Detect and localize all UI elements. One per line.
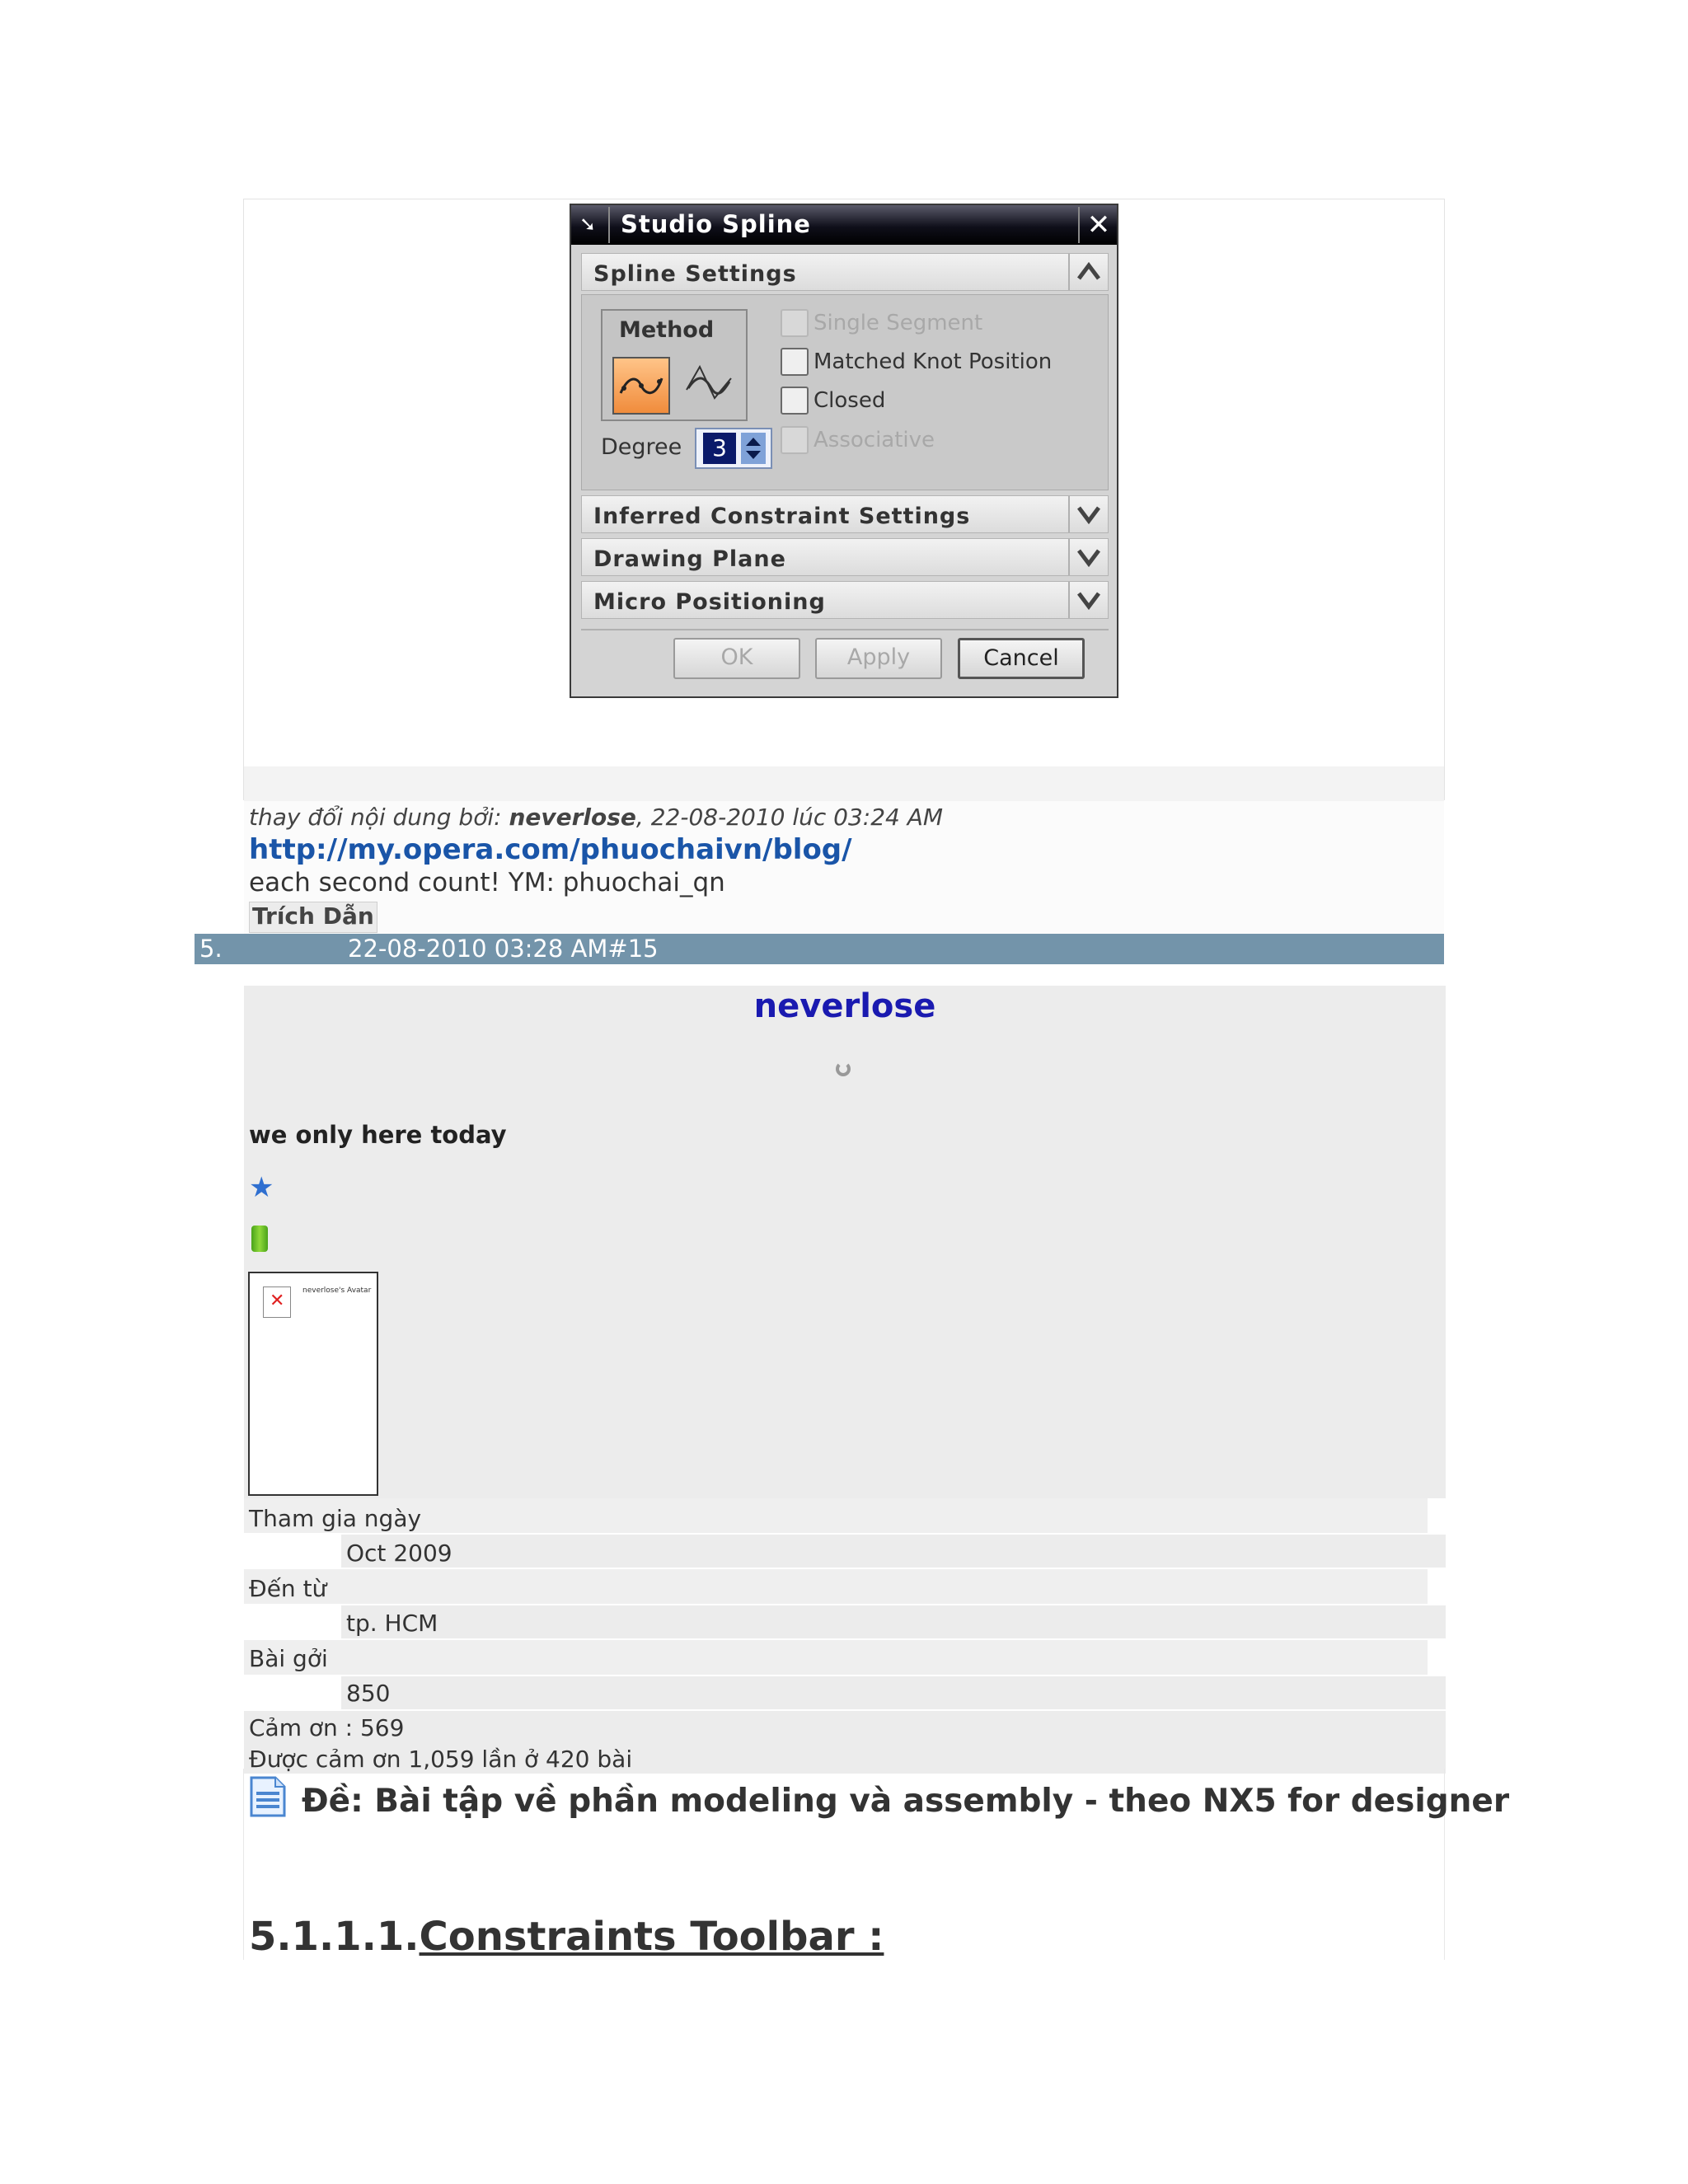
degree-spinner[interactable] [695,428,772,469]
avatar [248,1272,378,1496]
chevron-down-icon[interactable] [1068,582,1108,618]
section-label: Drawing Plane [593,546,786,572]
online-status-icon [836,1062,851,1076]
cancel-button[interactable]: Cancel [958,638,1085,679]
broken-image-icon: ✕ [263,1286,291,1318]
single-segment-checkbox[interactable] [781,309,809,337]
reputation-icon [251,1226,268,1252]
chevron-down-icon[interactable] [1068,496,1108,532]
edited-by: neverlose [509,804,636,831]
heading-number: 5.1.1.1. [249,1914,420,1960]
section-drawing-plane[interactable] [581,538,1109,576]
document-icon [249,1775,287,1818]
degree-value[interactable]: 3 [703,433,736,464]
location-value: tp. HCM [346,1610,438,1637]
spinner-arrows-icon[interactable] [741,433,766,464]
joined-label: Tham gia ngày [249,1505,422,1532]
thread-title: Đề: Bài tập về phần modeling và assembly - theo NX5 for designer [302,1783,1510,1820]
thanks-count: Cảm ơn : 569 [249,1714,405,1741]
through-points-icon[interactable] [612,357,670,415]
section-label: Spline Settings [593,261,797,287]
thanked-count: Được cảm ơn 1,059 lần ở 420 bài [249,1746,633,1773]
dialog-title: Studio Spline [621,210,811,238]
titlebar-divider [1078,207,1080,243]
section-heading [249,1914,884,1960]
quote-button[interactable]: Trích Dẫn [249,902,377,933]
pin-icon[interactable]: ➘ [579,213,597,236]
titlebar-divider [608,207,610,243]
degree-label: Degree [601,434,682,460]
closed-label: Closed [814,388,886,413]
section-label: Inferred Constraint Settings [593,504,971,529]
chevron-up-icon[interactable] [1068,254,1108,290]
posts-value: 850 [346,1680,391,1707]
user-title: we only here today [249,1121,507,1149]
post-number: 5. [199,935,223,963]
info-row [341,1676,1446,1709]
studio-spline-dialog [570,204,1118,698]
signature-text: each second count! YM: phuochai_qn [249,868,725,898]
close-icon[interactable]: ✕ [1086,209,1111,241]
dialog-titlebar [571,205,1117,245]
edited-note [249,804,943,831]
post-content-strip [244,766,1444,801]
section-label: Micro Positioning [593,589,826,615]
location-label: Đến từ [249,1575,327,1602]
section-inferred-constraints[interactable] [581,495,1109,533]
avatar-alt-text: neverlose's Avatar [302,1286,372,1295]
matched-knot-label: Matched Knot Position [814,349,1053,374]
signature-link[interactable]: http://my.opera.com/phuochaivn/blog/ [249,833,852,866]
edited-prefix: thay đổi nội dung bởi: [249,804,509,831]
closed-checkbox[interactable] [781,387,809,415]
joined-value: Oct 2009 [346,1540,452,1567]
associative-label: Associative [814,428,935,452]
ok-button[interactable]: OK [673,638,800,679]
section-spline-settings[interactable] [581,253,1109,291]
username[interactable]: neverlose [753,987,936,1025]
info-row [244,1498,1428,1533]
info-row [244,1640,1428,1675]
single-segment-label: Single Segment [814,311,983,335]
method-label: Method [619,317,715,343]
info-row [341,1605,1446,1638]
button-divider [581,629,1109,630]
section-micro-positioning[interactable] [581,581,1109,619]
heading-text: Constraints Toolbar : [419,1914,884,1960]
post-datetime: 22-08-2010 03:28 AM#15 [348,935,659,963]
apply-button[interactable]: Apply [815,638,942,679]
info-row [341,1535,1446,1568]
post-header-bar [195,934,1444,964]
chevron-down-icon[interactable] [1068,539,1108,575]
by-poles-icon[interactable] [682,357,739,415]
posts-label: Bài gởi [249,1645,328,1672]
edited-suffix: , 22-08-2010 lúc 03:24 AM [635,804,944,831]
matched-knot-checkbox[interactable] [781,348,809,376]
associative-checkbox[interactable] [781,426,809,454]
info-row [244,1569,1428,1604]
rank-star-icon: ★ [249,1171,274,1204]
method-group [601,309,748,421]
